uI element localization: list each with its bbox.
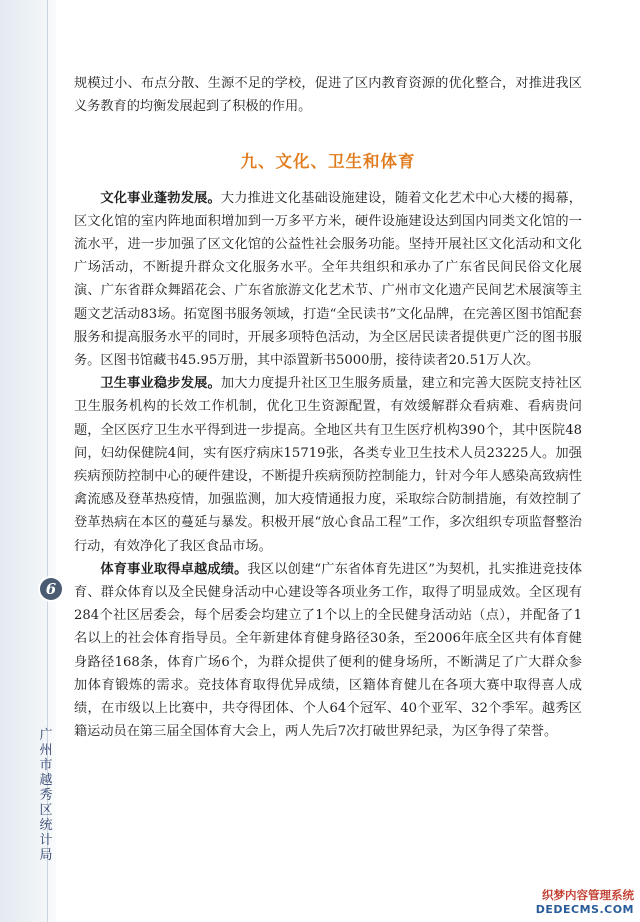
document-body bbox=[74, 72, 582, 743]
section-title: 九、文化、卫生和体育 bbox=[240, 152, 416, 172]
sidebar-publisher-label: 广 州 市 越 秀 区 统 计 局 bbox=[39, 728, 53, 863]
watermark-title: 织梦内容管理系统 bbox=[542, 888, 634, 902]
paragraph-culture bbox=[74, 187, 582, 373]
paragraph-lead: 卫生事业稳步发展。 bbox=[100, 376, 221, 392]
paragraph-lead: 文化事业蓬勃发展。 bbox=[100, 190, 221, 206]
paragraph-health bbox=[74, 372, 582, 558]
paragraph-lead: 体育事业取得卓越成绩。 bbox=[100, 561, 248, 577]
intro-paragraph: 规模过小、布点分散、生源不足的学校，促进了区内教育资源的优化整合，对推进我区义务教育的均衡发展起到了积极的作用。 bbox=[74, 76, 582, 115]
paragraph-body: 加大力度提升社区卫生服务质量，建立和完善大医院支持社区卫生服务机构的长效工作机制，优化卫生资源配置，有效缓解群众看病难、看病贵问题，全区医疗卫生水平得到进一步提高。全地区共有卫生医疗机构390个，其中医院48间，妇幼保健院4间，实有医疗病床15719张，各类专业卫生技术人员23225人。加强疾病预防控制中心的硬件建设，不断提升疾病预防控制能力，针对今年人感染高致病性禽流感及登革热疫情，加强监测，加大疫情通报力度，采取综合防制措施，有效控制了登革热病在本区的蔓延与暴发。积极开展“放心食品工程”工作，多次组织专项监督整治行动，有效净化了我区食品市场。 bbox=[74, 376, 582, 554]
page-number-badge: 6 bbox=[40, 578, 62, 600]
paragraph-sports bbox=[74, 558, 582, 744]
paragraph-body: 我区以创建“广东省体育先进区”为契机，扎实推进竞技体育、群众体育以及全民健身活动中心建设等各项业务工作，取得了明显成效。全区现有284个社区居委会，每个居委会均建立了1个以上的全民健身活动站（点），并配备了1名以上的社会体育指导员。全年新建体育健身路径30条，至2006年底全区共有体育健身路径168条，体育广场6个，为群众提供了便利的健身场所，不断满足了广大群众参加体育锻炼的需求。竞技体育取得优异成绩，区籍体育健儿在各项大赛中取得喜人成绩，在市级以上比赛中，共夺得团体、个人64个冠军、40个亚军、32个季军。越秀区籍运动员在第三届全国体育大会上，两人先后7次打破世界纪录，为区争得了荣誉。 bbox=[74, 561, 583, 740]
paragraph-body: 大力推进文化基础设施建设，随着文化艺术中心大楼的揭幕，区文化馆的室内阵地面积增加到一万多平方米，硬件设施建设达到国内同类文化馆的一流水平，进一步加强了区文化馆的公益性社会服务功能。坚持开展社区文化活动和文化广场活动，不断提升群众文化服务水平。全年共组织和承办了广东省民间民俗文化展演、广东省群众舞蹈花会、广东省旅游文化艺术节、广州市文化遗产民间艺术展演等主题文艺活动83场。拓宽图书服务领域，打造“全民读书”文化品牌，在完善区图书馆配套服务和提高服务水平的同时，开展多项特色活动，为全区居民读者提供更广泛的图书服务。区图书馆藏书45.95万册，其中添置新书5000册，接待读者20.51万人次。 bbox=[74, 190, 582, 369]
watermark-url: DEDECMS.COM bbox=[535, 903, 634, 916]
watermark bbox=[536, 887, 634, 916]
